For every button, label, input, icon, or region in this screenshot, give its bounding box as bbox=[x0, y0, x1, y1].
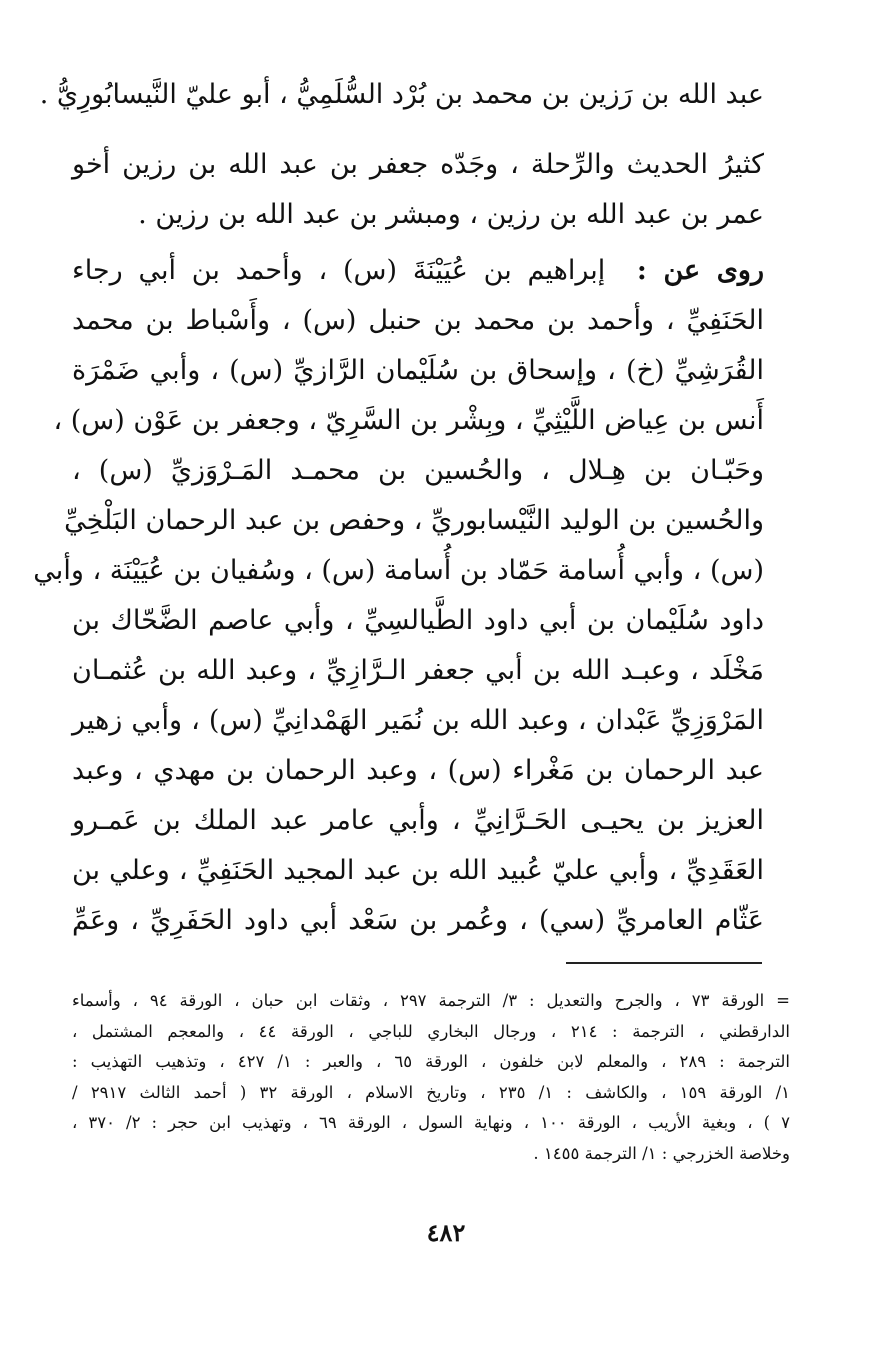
text-line: داود سُلَيْمان بن أبي داود الطَّيالسِيِّ ، وأبي عاصم الضَّحّاك بن bbox=[72, 605, 764, 636]
footnote-line: الترجمة : ٢٨٩ ، والمعلم لابن خلفون ، الورقة ٦٥ ، والعبر : ١/ ٤٢٧ ، وتذهيب التهذيب : bbox=[72, 1052, 791, 1071]
section-lead-label: روى عن : bbox=[636, 255, 764, 286]
text-line: عَثّام العامريِّ (سي) ، وعُمر بن سَعْد أبي داود الحَفَرِيِّ ، وعَمِّ bbox=[72, 905, 764, 936]
page-number: ٤٨٢ bbox=[426, 1218, 466, 1247]
footnote-line: ١/ الورقة ١٥٩ ، والكاشف : ١/ ٢٣٥ ، وتاريخ الاسلام ، الورقة ٣٢ ( أحمد الثالث ٢٩١٧ / bbox=[72, 1082, 791, 1102]
text-line: القُرَشِيِّ (خ) ، وإسحاق بن سُلَيْمان الرَّازيِّ (س) ، وأبي ضَمْرَة bbox=[72, 355, 764, 386]
text-line-content: إبراهيم بن عُيَيْنَةَ (س) ، وأحمد بن أبي رجاء bbox=[72, 255, 606, 286]
footnote-divider bbox=[566, 962, 762, 964]
text-line: وحَبّـان بن هِـلال ، والحُسين بن محمـد المَـرْوَزيِّ (س) ، bbox=[72, 455, 764, 486]
text-line: كثيرُ الحديث والرِّحلة ، وجَدّه جعفر بن عبد الله بن رزين أخو bbox=[72, 149, 764, 180]
text-line: والحُسين بن الوليد النَّيْسابوريِّ ، وحفص بن عبد الرحمان البَلْخِيِّ bbox=[64, 505, 764, 536]
text-line: عبد الله بن رَزين بن محمد بن بُرْد السُّلَمِيُّ ، أبو عليّ النَّيسابُورِيُّ . bbox=[39, 79, 764, 110]
text-line: (س) ، وأبي أُسامة حَمّاد بن أُسامة (س) ، وسُفيان بن عُيَيْنَة ، وأبي bbox=[33, 555, 764, 586]
text-line: الحَنَفِيِّ ، وأحمد بن محمد بن حنبل (س) ، وأَسْباط بن محمد bbox=[72, 305, 764, 336]
paragraph-narrated-from bbox=[33, 246, 764, 946]
text-line: عبد الرحمان بن مَغْراء (س) ، وعبد الرحمان بن مهدي ، وعبد bbox=[72, 755, 764, 786]
footnote-line: وخلاصة الخزرجي : ١/ الترجمة ١٤٥٥ . bbox=[533, 1143, 790, 1163]
footnote-line: = الورقة ٧٣ ، والجرح والتعديل : ٣/ الترجمة ٢٩٧ ، وثقات ابن حبان ، الورقة ٩٤ ، وأسماء bbox=[72, 991, 790, 1010]
paragraph-title-entry bbox=[39, 70, 764, 120]
text-line: العَقَدِيِّ ، وأبي عليّ عُبيد الله بن عبد المجيد الحَنَفِيِّ ، وعلي بن bbox=[72, 855, 764, 886]
paragraph-biography bbox=[72, 140, 764, 240]
text-line: المَرْوَزِيِّ عَبْدان ، وعبد الله بن نُمَير الهَمْدانِيِّ (س) ، وأبي زهير bbox=[72, 705, 764, 736]
text-line: مَخْلَد ، وعبـد الله بن أبي جعفر الـرَّازِيِّ ، وعبد الله بن عُثمـان bbox=[72, 655, 764, 686]
text-line: عمر بن عبد الله بن رزين ، ومبشر بن عبد الله بن رزين . bbox=[138, 199, 764, 230]
footnote-line: ٧ ) ، وبغية الأريب ، الورقة ١٠٠ ، ونهاية السول ، الورقة ٦٩ ، وتهذيب ابن حجر : ٢/ ٣٧٠ ، bbox=[72, 1113, 790, 1132]
footnote-line: الدارقطني ، الترجمة : ٢١٤ ، ورجال البخاري للباجي ، الورقة ٤٤ ، والمعجم المشتمل ، bbox=[72, 1021, 790, 1041]
text-line-lead bbox=[72, 246, 764, 296]
text-line: أَنس بن عِياض اللَّيْثِيِّ ، وبِشْر بن السَّرِيّ ، وجعفر بن عَوْن (س) ، bbox=[53, 405, 764, 436]
text-line: العزيز بن يحيـى الحَـرَّانِيِّ ، وأبي عامر عبد الملك بن عَمـرو bbox=[72, 805, 764, 836]
footnote-block bbox=[72, 986, 790, 1169]
